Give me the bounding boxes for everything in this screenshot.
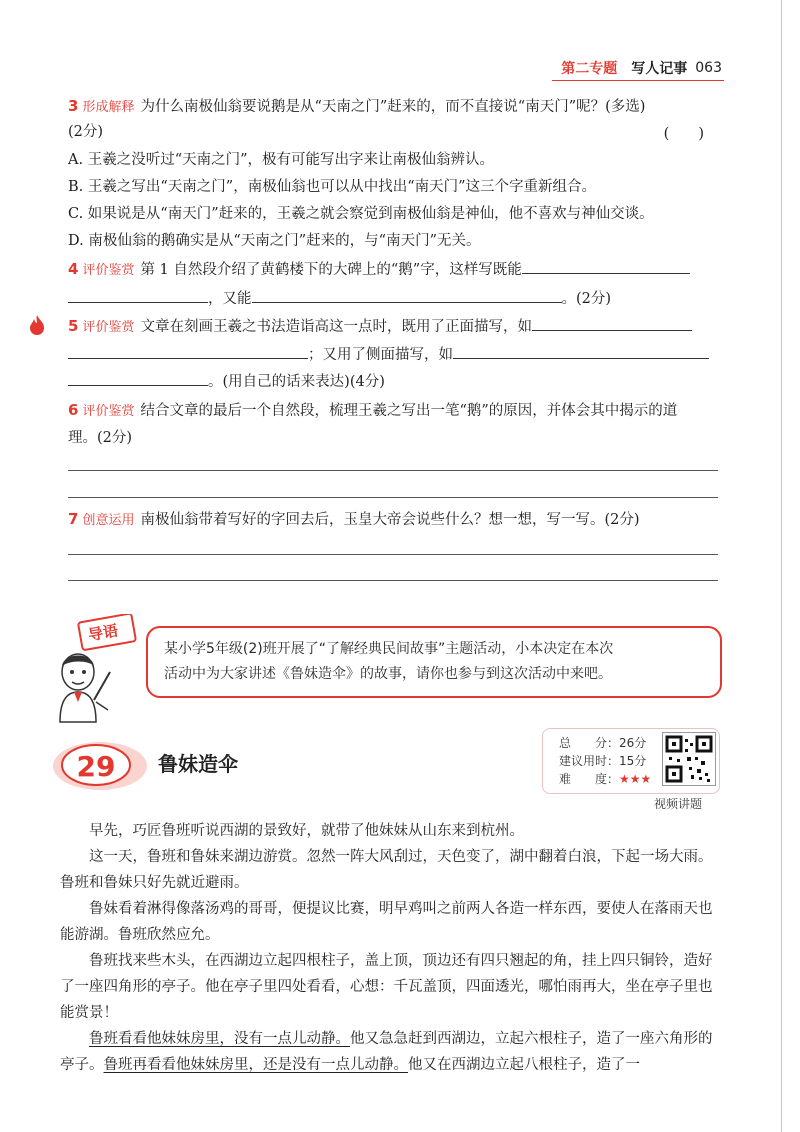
q4-end: 。(2分) [561, 291, 612, 307]
q7-answer-line-1[interactable] [68, 554, 718, 555]
q6-tag: 评价鉴赏 [82, 404, 135, 419]
q5-line-3 [68, 371, 385, 392]
qr-code-icon[interactable] [662, 732, 716, 786]
story-p5-underline-2: 鲁班再看看他妹妹房里，还是没有一点儿动静。 [103, 1057, 408, 1073]
q5-line-2 [68, 344, 709, 365]
q6-stem [68, 400, 677, 422]
info-time [559, 752, 651, 770]
intro-line-2: 活动中为大家讲述《鲁妹造伞》的故事，请你也参与到这次活动中来吧。 [164, 666, 612, 682]
intro-sign [74, 614, 138, 658]
story-p1: 早先，巧匠鲁班听说西湖的景致好，就带了他妹妹从山东来到杭州。 [89, 823, 524, 839]
q4-blank-1[interactable] [522, 259, 690, 274]
q6-text: 结合文章的最后一个自然段，梳理王羲之写出一笔“鹅”的原因，并体会其中揭示的道 [140, 403, 678, 419]
intro-line-1: 某小学5年级(2)班开展了“了解经典民间故事”主题活动，小本决定在本次 [164, 641, 614, 657]
q5-blank-4[interactable] [68, 371, 208, 386]
q4-mid: ，又能 [208, 291, 252, 307]
story-p5 [60, 1026, 720, 1078]
page-number: 063 [695, 60, 722, 76]
difficulty-stars: ★★★ [619, 772, 652, 786]
section-label: 第二专题 [561, 61, 618, 77]
q3-option-b: B. 王羲之写出“天南之门”，南极仙翁也可以从中找出“南天门”这三个字重新组合。 [68, 179, 597, 195]
q3-stem [68, 96, 645, 118]
q4-stem [68, 259, 690, 281]
story-p4: 鲁班找来些木头，在西湖边立起四根柱子，盖上顶，顶边还有四只翘起的角，挂上四只铜铃，造好了一座四角形的亭子。他在亭子里四处看看，心想：千瓦盖顶，四面透光，哪怕雨再大，坐在亭子里也能赏景！ [60, 953, 713, 1021]
info-difficulty-label: 难 度： [559, 772, 620, 786]
q5-blank-2[interactable] [68, 344, 308, 359]
q3-answer-paren[interactable]: ( ) [663, 126, 704, 142]
lesson-title: 鲁妹造伞 [158, 752, 238, 776]
q5-stem [68, 316, 692, 338]
q6-number: 6 [68, 401, 79, 419]
info-total [559, 734, 651, 752]
q4-tag: 评价鉴赏 [82, 263, 135, 278]
q5-blank-1[interactable] [532, 316, 692, 331]
q3-tag: 形成解释 [82, 100, 135, 115]
lesson-number: 29 [76, 750, 116, 783]
q4-text: 第 1 自然段介绍了黄鹤楼下的大碑上的“鹅”字，这样写既能 [140, 262, 522, 278]
q6-text-2: 理。(2分) [68, 430, 133, 446]
q5-blank-3[interactable] [453, 344, 709, 359]
intro-box [146, 626, 722, 698]
header-rule [552, 80, 724, 81]
info-total-value: 26分 [619, 736, 647, 750]
q5-number: 5 [68, 317, 79, 335]
q3-option-c: C. 如果说是从“南天门”赶来的，王羲之就会察觉到南极仙翁是神仙，他不喜欢与神仙交谈。 [68, 206, 654, 222]
q3-number: 3 [68, 97, 79, 115]
video-caption: 视频讲题 [654, 797, 703, 811]
info-time-label: 建议用时： [559, 754, 620, 768]
story-p2: 这一天，鲁班和鲁妹来湖边游赏。忽然一阵大风刮过，天色变了，湖中翻着白浪，下起一场大雨。鲁班和鲁妹只好先就近避雨。 [60, 849, 713, 891]
q6-answer-line-1[interactable] [68, 470, 718, 471]
q3-option-d: D. 南极仙翁的鹅确实是从“天南之门”赶来的，与“南天门”无关。 [68, 233, 481, 249]
q3-text: 为什么南极仙翁要说鹅是从“天南之门”赶来的，而不直接说“南天门”呢？(多选) [140, 99, 646, 115]
story-p3: 鲁妹看着淋得像落汤鸡的哥哥，便提议比赛，明早鸡叫之前两人各造一样东西，要使人在落雨天也能游湖。鲁班欣然应允。 [60, 901, 713, 943]
story-p5-b: 他又在西湖边立起八根柱子，造了一 [408, 1057, 640, 1073]
topic-label: 写人记事 [631, 61, 688, 77]
q7-answer-line-2[interactable] [68, 580, 718, 581]
info-time-value: 15分 [619, 754, 647, 768]
q4-blank-2[interactable] [68, 288, 208, 303]
q7-tag: 创意运用 [82, 513, 135, 528]
q5-end: 。(用自己的话来表达)(4分) [208, 374, 385, 390]
story-p5-underline-1: 鲁班看看他妹妹房里，没有一点儿动静。 [89, 1031, 350, 1047]
q7-number: 7 [68, 510, 79, 528]
story-body [60, 818, 720, 1078]
q3-option-a: A. 王羲之没听过“天南之门”，极有可能写出字来让南极仙翁辨认。 [68, 152, 495, 168]
q5-text: 文章在刻画王羲之书法造诣高这一点时，既用了正面描写，如 [140, 319, 532, 335]
flame-icon [28, 314, 46, 336]
q4-number: 4 [68, 260, 79, 278]
page-header [561, 58, 722, 78]
info-difficulty [559, 770, 651, 788]
q6-answer-line-2[interactable] [68, 497, 718, 498]
q3-score: (2分) [68, 124, 104, 140]
q4-blank-3[interactable] [252, 288, 562, 303]
q5-mid: ；又用了侧面描写，如 [308, 347, 453, 363]
info-total-label: 总 分： [559, 736, 620, 750]
intro-sign-label: 导语 [86, 621, 120, 645]
q4-line-2 [68, 288, 611, 309]
q7-text: 南极仙翁带着写好的字回去后，玉皇大帝会说些什么？想一想，写一写。(2分) [140, 512, 640, 528]
story-p5-a: 他又急急赶到西湖边，立起六根柱子，造了一座六角形的亭子。 [60, 1031, 713, 1073]
intro-text [164, 637, 706, 687]
q7-stem [68, 509, 640, 531]
q5-tag: 评价鉴赏 [82, 320, 135, 335]
lesson-number-badge [50, 738, 150, 792]
scan-edge [781, 0, 782, 1132]
